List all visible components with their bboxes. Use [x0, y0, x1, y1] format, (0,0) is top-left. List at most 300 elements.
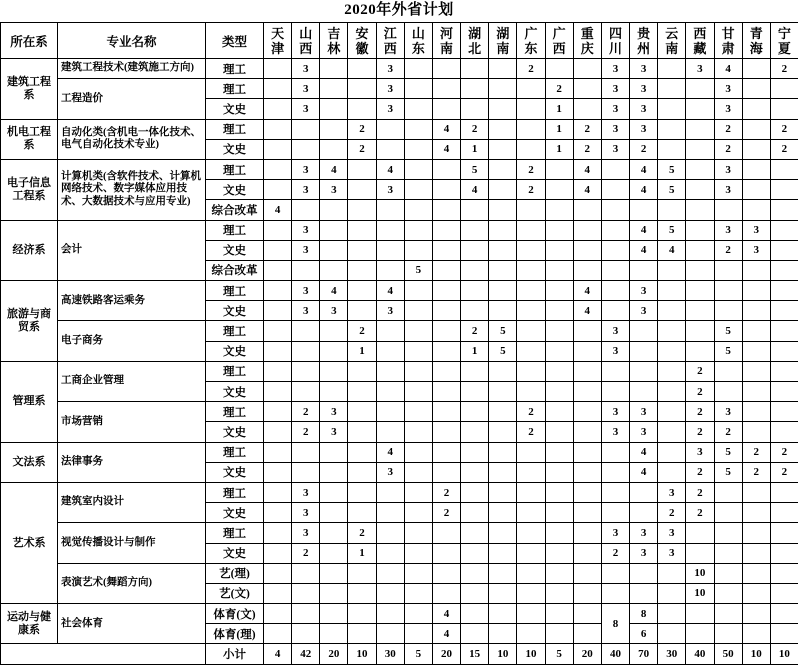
- value-cell: [517, 361, 545, 381]
- value-cell: 5: [658, 159, 686, 179]
- value-cell: 1: [545, 119, 573, 139]
- value-cell: 2: [348, 523, 376, 543]
- value-cell: [320, 503, 348, 523]
- table-row: [1, 482, 798, 502]
- value-cell: [573, 462, 601, 482]
- value-cell: [601, 200, 629, 220]
- value-cell: [601, 301, 629, 321]
- col-header-province-1: [264, 23, 292, 59]
- value-cell: [686, 543, 714, 563]
- value-cell: [517, 119, 545, 139]
- value-cell: [742, 523, 770, 543]
- value-cell: [489, 281, 517, 301]
- type-cell: 文史: [206, 301, 264, 321]
- value-cell: [461, 99, 489, 119]
- value-cell: [770, 382, 798, 402]
- type-cell: 理工: [206, 220, 264, 240]
- value-cell: [489, 624, 517, 644]
- value-cell: [404, 281, 432, 301]
- value-cell: [264, 301, 292, 321]
- value-cell: [264, 422, 292, 442]
- type-cell: 文史: [206, 503, 264, 523]
- value-cell: [376, 604, 404, 624]
- value-cell: [770, 583, 798, 603]
- table-row: [1, 361, 798, 381]
- value-cell: 3: [686, 442, 714, 462]
- table-row: [1, 604, 798, 624]
- value-cell: [770, 281, 798, 301]
- value-cell: [404, 624, 432, 644]
- type-cell: 艺(理): [206, 563, 264, 583]
- value-cell: [432, 462, 460, 482]
- table-row: [1, 59, 798, 79]
- value-cell: [601, 159, 629, 179]
- value-cell: [432, 341, 460, 361]
- value-cell: [404, 422, 432, 442]
- value-cell: [742, 604, 770, 624]
- value-cell: [601, 260, 629, 280]
- value-cell: [320, 59, 348, 79]
- value-cell: 3: [742, 220, 770, 240]
- value-cell: 20: [320, 644, 348, 664]
- value-cell: 2: [292, 543, 320, 563]
- value-cell: [292, 361, 320, 381]
- value-cell: [770, 482, 798, 502]
- value-cell: [404, 442, 432, 462]
- value-cell: [461, 200, 489, 220]
- value-cell: 2: [573, 119, 601, 139]
- value-cell: [264, 99, 292, 119]
- value-cell: [404, 583, 432, 603]
- value-cell: 3: [601, 321, 629, 341]
- province-label: 吉林: [327, 26, 341, 56]
- col-header-province-2: [292, 23, 320, 59]
- province-label: 西藏: [693, 26, 707, 56]
- value-cell: [461, 624, 489, 644]
- type-cell: 文史: [206, 422, 264, 442]
- type-cell: 理工: [206, 79, 264, 99]
- value-cell: [714, 583, 742, 603]
- value-cell: [264, 79, 292, 99]
- value-cell: 30: [376, 644, 404, 664]
- value-cell: [630, 382, 658, 402]
- value-cell: 3: [292, 240, 320, 260]
- value-cell: 2: [686, 462, 714, 482]
- province-label: 重庆: [580, 26, 594, 56]
- province-label: 宁夏: [777, 26, 791, 56]
- table-row: [1, 321, 798, 341]
- province-label: 湖南: [496, 26, 510, 56]
- value-cell: [348, 301, 376, 321]
- value-cell: [742, 583, 770, 603]
- value-cell: [404, 79, 432, 99]
- value-cell: [517, 624, 545, 644]
- col-header-province-9: [489, 23, 517, 59]
- value-cell: 10: [686, 583, 714, 603]
- value-cell: [432, 59, 460, 79]
- value-cell: [348, 624, 376, 644]
- value-cell: [601, 503, 629, 523]
- value-cell: 3: [601, 79, 629, 99]
- value-cell: [742, 260, 770, 280]
- value-cell: [461, 260, 489, 280]
- value-cell: 4: [714, 59, 742, 79]
- value-cell: [404, 301, 432, 321]
- value-cell: [292, 321, 320, 341]
- value-cell: [489, 301, 517, 321]
- value-cell: 4: [432, 604, 460, 624]
- value-cell: [264, 159, 292, 179]
- value-cell: 2: [770, 59, 798, 79]
- value-cell: [658, 624, 686, 644]
- value-cell: [320, 462, 348, 482]
- value-cell: 4: [573, 159, 601, 179]
- value-cell: 2: [517, 159, 545, 179]
- value-cell: 2: [545, 79, 573, 99]
- value-cell: [545, 583, 573, 603]
- value-cell: 8: [630, 604, 658, 624]
- value-cell: [770, 260, 798, 280]
- value-cell: [630, 341, 658, 361]
- value-cell: [545, 422, 573, 442]
- type-cell: 理工: [206, 402, 264, 422]
- value-cell: 2: [601, 543, 629, 563]
- value-cell: 3: [376, 301, 404, 321]
- value-cell: [404, 99, 432, 119]
- type-cell: 理工: [206, 321, 264, 341]
- value-cell: [714, 260, 742, 280]
- value-cell: [770, 361, 798, 381]
- value-cell: [348, 563, 376, 583]
- value-cell: [489, 583, 517, 603]
- value-cell: [404, 220, 432, 240]
- value-cell: 5: [404, 644, 432, 664]
- value-cell: [686, 301, 714, 321]
- value-cell: 1: [348, 341, 376, 361]
- province-label: 湖北: [468, 26, 482, 56]
- value-cell: [517, 482, 545, 502]
- value-cell: 3: [320, 180, 348, 200]
- value-cell: 3: [714, 402, 742, 422]
- value-cell: [489, 543, 517, 563]
- value-cell: [320, 240, 348, 260]
- value-cell: 3: [742, 240, 770, 260]
- value-cell: 2: [517, 422, 545, 442]
- value-cell: [742, 159, 770, 179]
- value-cell: [376, 523, 404, 543]
- dept-cell: 建筑工程系: [1, 59, 58, 120]
- value-cell: [320, 543, 348, 563]
- value-cell: [404, 382, 432, 402]
- value-cell: 15: [461, 644, 489, 664]
- value-cell: [686, 180, 714, 200]
- value-cell: [714, 382, 742, 402]
- value-cell: 2: [714, 240, 742, 260]
- value-cell: [770, 321, 798, 341]
- table-row: [1, 402, 798, 422]
- value-cell: 4: [630, 462, 658, 482]
- value-cell: 2: [348, 139, 376, 159]
- value-cell: 2: [742, 442, 770, 462]
- value-cell: [348, 604, 376, 624]
- table-row: [1, 159, 798, 179]
- major-cell: 建筑室内设计: [58, 482, 206, 522]
- value-cell: [714, 200, 742, 220]
- value-cell: [376, 220, 404, 240]
- value-cell: [658, 99, 686, 119]
- page-title: 2020年外省计划: [0, 0, 798, 22]
- value-cell: [545, 503, 573, 523]
- major-cell: 市场营销: [58, 402, 206, 442]
- value-cell: [432, 442, 460, 462]
- value-cell: [573, 79, 601, 99]
- value-cell: [432, 79, 460, 99]
- value-cell: [742, 503, 770, 523]
- type-cell: 文史: [206, 139, 264, 159]
- value-cell: [658, 281, 686, 301]
- value-cell: 4: [573, 281, 601, 301]
- value-cell: 4: [630, 220, 658, 240]
- value-cell: 2: [686, 402, 714, 422]
- value-cell: [658, 462, 686, 482]
- value-cell: [770, 563, 798, 583]
- value-cell: [264, 281, 292, 301]
- value-cell: [376, 624, 404, 644]
- value-cell: 5: [404, 260, 432, 280]
- value-cell: 2: [686, 503, 714, 523]
- value-cell: 3: [320, 301, 348, 321]
- type-cell: 综合改革: [206, 260, 264, 280]
- value-cell: [545, 260, 573, 280]
- value-cell: 1: [348, 543, 376, 563]
- value-cell: [573, 624, 601, 644]
- value-cell: [658, 260, 686, 280]
- value-cell: [573, 240, 601, 260]
- major-cell: 建筑工程技术(建筑施工方向): [58, 59, 206, 79]
- value-cell: [573, 260, 601, 280]
- value-cell: 2: [714, 119, 742, 139]
- type-cell: 文史: [206, 341, 264, 361]
- province-label: 江西: [383, 26, 397, 56]
- value-cell: [432, 543, 460, 563]
- value-cell: [292, 442, 320, 462]
- type-cell: 文史: [206, 180, 264, 200]
- value-cell: [517, 563, 545, 583]
- value-cell: [404, 159, 432, 179]
- value-cell: [686, 281, 714, 301]
- value-cell: 2: [770, 119, 798, 139]
- value-cell: [489, 422, 517, 442]
- value-cell: [770, 79, 798, 99]
- value-cell: [573, 220, 601, 240]
- value-cell: [292, 462, 320, 482]
- value-cell: [264, 604, 292, 624]
- value-cell: [545, 604, 573, 624]
- value-cell: [517, 321, 545, 341]
- table-row: [1, 442, 798, 462]
- value-cell: [686, 159, 714, 179]
- value-cell: [489, 59, 517, 79]
- value-cell: 40: [601, 644, 629, 664]
- value-cell: [376, 583, 404, 603]
- value-cell: 70: [630, 644, 658, 664]
- value-cell: [742, 543, 770, 563]
- value-cell: [573, 604, 601, 624]
- value-cell: 4: [658, 240, 686, 260]
- value-cell: [376, 361, 404, 381]
- value-cell: [489, 462, 517, 482]
- type-cell: 体育(文): [206, 604, 264, 624]
- value-cell: [742, 281, 770, 301]
- value-cell: [432, 180, 460, 200]
- table-body: [1, 59, 798, 665]
- value-cell: [770, 99, 798, 119]
- value-cell: 2: [432, 503, 460, 523]
- major-cell: 工程造价: [58, 79, 206, 119]
- table-row: [1, 563, 798, 583]
- value-cell: 2: [770, 139, 798, 159]
- value-cell: [292, 624, 320, 644]
- value-cell: [630, 503, 658, 523]
- value-cell: 5: [658, 180, 686, 200]
- table-row: [1, 119, 798, 139]
- value-cell: [770, 180, 798, 200]
- province-label: 广东: [524, 26, 538, 56]
- value-cell: 4: [432, 119, 460, 139]
- value-cell: [573, 59, 601, 79]
- value-cell: 1: [461, 341, 489, 361]
- value-cell: [630, 583, 658, 603]
- value-cell: [292, 139, 320, 159]
- value-cell: 5: [489, 321, 517, 341]
- type-cell: 理工: [206, 361, 264, 381]
- value-cell: [432, 301, 460, 321]
- value-cell: [264, 503, 292, 523]
- value-cell: [601, 240, 629, 260]
- value-cell: [686, 523, 714, 543]
- value-cell: [292, 260, 320, 280]
- value-cell: 5: [461, 159, 489, 179]
- dept-cell: 电子信息工程系: [1, 159, 58, 220]
- value-cell: [432, 281, 460, 301]
- value-cell: [770, 503, 798, 523]
- value-cell: 2: [686, 482, 714, 502]
- value-cell: [432, 260, 460, 280]
- value-cell: [404, 402, 432, 422]
- value-cell: [573, 341, 601, 361]
- value-cell: 6: [630, 624, 658, 644]
- value-cell: 5: [658, 220, 686, 240]
- value-cell: 3: [292, 301, 320, 321]
- value-cell: 2: [686, 422, 714, 442]
- value-cell: 3: [292, 79, 320, 99]
- value-cell: [432, 402, 460, 422]
- dept-cell: 旅游与商贸系: [1, 281, 58, 362]
- value-cell: [573, 321, 601, 341]
- value-cell: 3: [630, 281, 658, 301]
- value-cell: [601, 583, 629, 603]
- value-cell: [348, 240, 376, 260]
- value-cell: [320, 99, 348, 119]
- value-cell: [264, 361, 292, 381]
- type-cell: 理工: [206, 442, 264, 462]
- value-cell: 2: [630, 139, 658, 159]
- value-cell: [432, 159, 460, 179]
- value-cell: 4: [264, 644, 292, 664]
- value-cell: 1: [545, 99, 573, 119]
- value-cell: [376, 422, 404, 442]
- value-cell: [517, 523, 545, 543]
- value-cell: 4: [573, 180, 601, 200]
- value-cell: [264, 402, 292, 422]
- value-cell: [770, 402, 798, 422]
- value-cell: 10: [686, 563, 714, 583]
- value-cell: 3: [292, 523, 320, 543]
- type-cell: 文史: [206, 240, 264, 260]
- value-cell: [601, 180, 629, 200]
- value-cell: 3: [630, 422, 658, 442]
- value-cell: [573, 482, 601, 502]
- value-cell: [404, 59, 432, 79]
- value-cell: [658, 604, 686, 624]
- value-cell: [404, 543, 432, 563]
- value-cell: [686, 321, 714, 341]
- value-cell: [461, 240, 489, 260]
- value-cell: 4: [630, 180, 658, 200]
- value-cell: [292, 382, 320, 402]
- value-cell: 3: [714, 79, 742, 99]
- value-cell: [517, 341, 545, 361]
- value-cell: [404, 321, 432, 341]
- value-cell: [714, 624, 742, 644]
- value-cell: [489, 119, 517, 139]
- value-cell: 3: [376, 462, 404, 482]
- value-cell: [292, 563, 320, 583]
- value-cell: [545, 321, 573, 341]
- value-cell: [320, 220, 348, 240]
- value-cell: 3: [292, 220, 320, 240]
- table-row: [1, 220, 798, 240]
- value-cell: 2: [517, 180, 545, 200]
- value-cell: [601, 563, 629, 583]
- major-cell: 高速铁路客运乘务: [58, 281, 206, 321]
- value-cell: [742, 563, 770, 583]
- value-cell: [489, 260, 517, 280]
- value-cell: [404, 180, 432, 200]
- value-cell: 3: [630, 119, 658, 139]
- value-cell: 4: [320, 281, 348, 301]
- value-cell: [320, 200, 348, 220]
- value-cell: [658, 59, 686, 79]
- value-cell: 10: [517, 644, 545, 664]
- type-cell: 艺(文): [206, 583, 264, 603]
- value-cell: 3: [630, 79, 658, 99]
- value-cell: [461, 503, 489, 523]
- value-cell: [461, 422, 489, 442]
- value-cell: [264, 482, 292, 502]
- value-cell: 4: [432, 139, 460, 159]
- value-cell: [545, 361, 573, 381]
- type-cell: 理工: [206, 281, 264, 301]
- value-cell: [658, 583, 686, 603]
- value-cell: [742, 200, 770, 220]
- value-cell: [545, 220, 573, 240]
- value-cell: [714, 523, 742, 543]
- value-cell: [686, 260, 714, 280]
- value-cell: 3: [292, 99, 320, 119]
- value-cell: 40: [686, 644, 714, 664]
- value-cell: 50: [714, 644, 742, 664]
